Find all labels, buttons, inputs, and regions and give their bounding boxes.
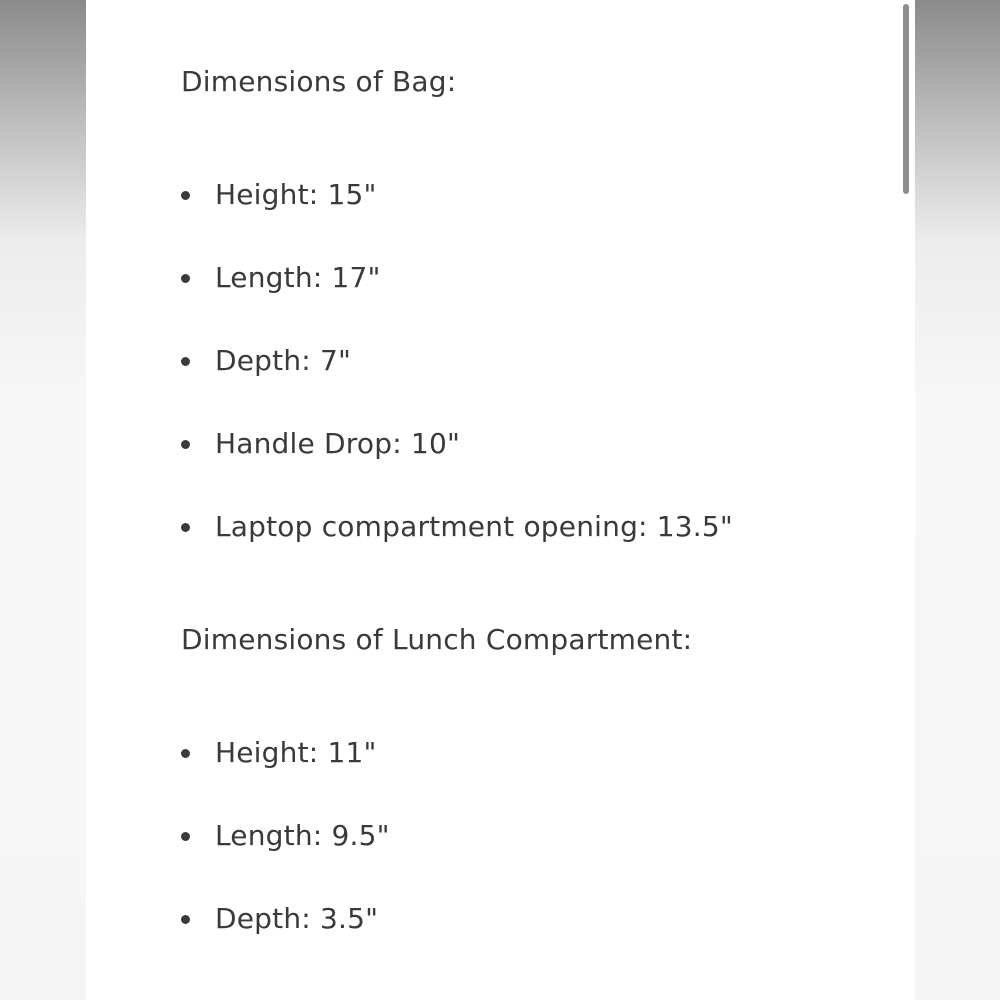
right-backdrop (915, 0, 1000, 1000)
bullet (181, 191, 190, 200)
bullet (181, 357, 190, 366)
bullet (181, 915, 190, 924)
scrollbar[interactable] (903, 4, 909, 194)
list-item-text: Length: 17" (215, 261, 381, 294)
content-panel (86, 0, 915, 1000)
list-item-text: Laptop compartment opening: 13.5" (215, 510, 733, 543)
bullet (181, 274, 190, 283)
section-heading-lunch: Dimensions of Lunch Compartment: (181, 623, 693, 656)
left-backdrop (0, 0, 86, 1000)
bullet (181, 440, 190, 449)
list-item-text: Height: 15" (215, 178, 377, 211)
bullet (181, 749, 190, 758)
list-item-text: Length: 9.5" (215, 819, 390, 852)
section-heading-bag: Dimensions of Bag: (181, 65, 457, 98)
list-item-text: Height: 11" (215, 736, 377, 769)
bullet (181, 832, 190, 841)
list-item-text: Depth: 3.5" (215, 902, 379, 935)
list-item-text: Depth: 7" (215, 344, 352, 377)
list-item-text: Handle Drop: 10" (215, 427, 461, 460)
bullet (181, 523, 190, 532)
